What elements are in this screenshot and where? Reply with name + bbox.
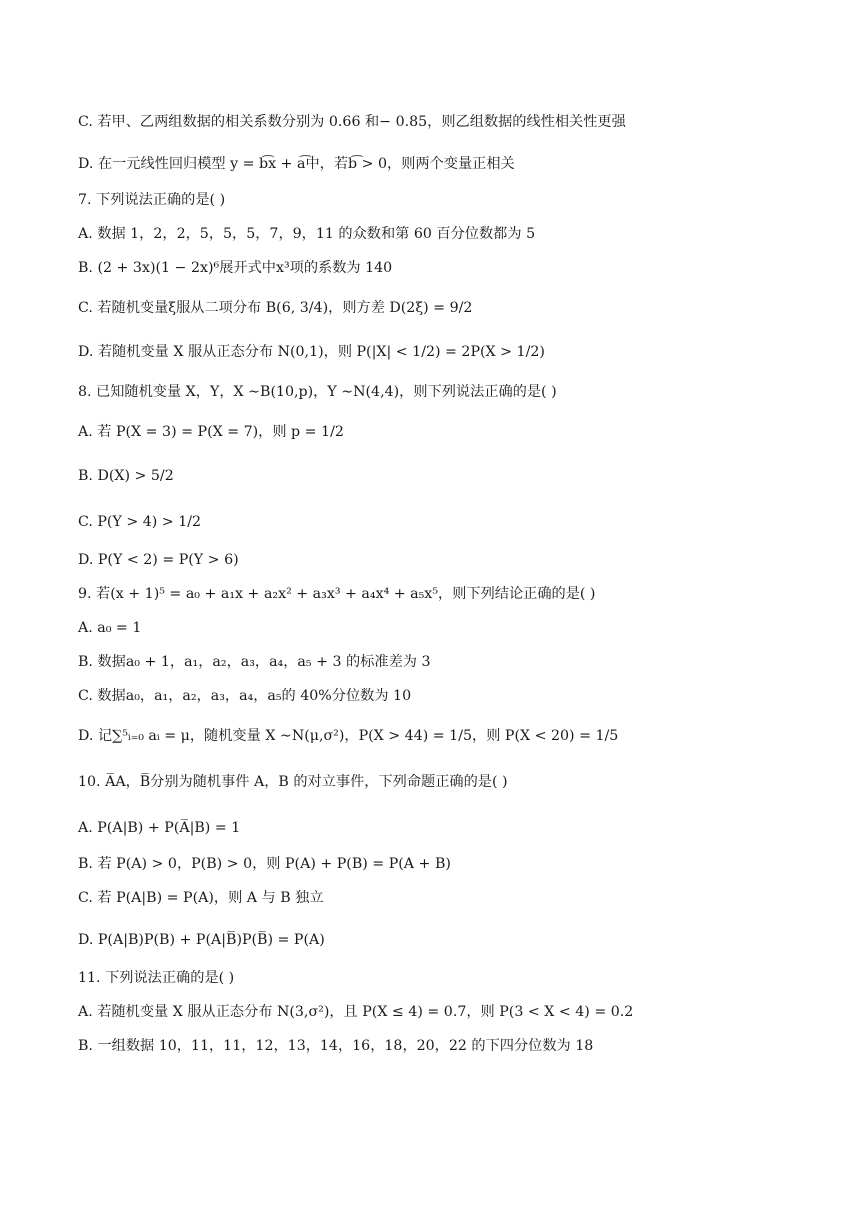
option-8b: B. D(X) > 5/2 — [78, 468, 174, 484]
option-6c: C. 若甲、乙两组数据的相关系数分别为 0.66 和− 0.85，则乙组数据的线性相关性更强 — [78, 114, 626, 130]
option-8a: A. 若 P(X = 3) = P(X = 7)，则 p = 1/2 — [78, 424, 344, 440]
option-9a: A. a₀ = 1 — [78, 620, 142, 636]
option-9c: C. 数据a₀，a₁，a₂，a₃，a₄，a₅的 40%分位数为 10 — [78, 688, 412, 704]
option-8c: C. P(Y > 4) > 1/2 — [78, 514, 202, 530]
option-9d: D. 记∑⁵ᵢ₌₀ aᵢ = μ，随机变量 X ∼N(μ,σ²)，P(X > 44) = 1/5，则 P(X < 20) = 1/5 — [78, 728, 619, 744]
option-8d: D. P(Y < 2) = P(Y > 6) — [78, 552, 239, 568]
option-7c: C. 若随机变量ξ服从二项分布 B(6, 3/4)，则方差 D(2ξ) = 9/2 — [78, 300, 473, 316]
option-11b: B. 一组数据 10，11，11，12，13，14，16，18，20，22 的下四分位数为 18 — [78, 1038, 594, 1054]
option-10d: D. P(A|B)P(B) + P(A|B̅)P(B̅) = P(A) — [78, 932, 325, 948]
option-9b: B. 数据a₀ + 1，a₁，a₂，a₃，a₄，a₅ + 3 的标准差为 3 — [78, 654, 431, 670]
option-10a: A. P(A|B) + P(A̅|B) = 1 — [78, 820, 241, 836]
question-8: 8. 已知随机变量 X，Y，X ∼B(10,p)，Y ∼N(4,4)，则下列说法正确的是( ) — [78, 384, 557, 400]
option-10c: C. 若 P(A|B) = P(A)，则 A 与 B 独立 — [78, 890, 324, 906]
option-10b: B. 若 P(A) > 0，P(B) > 0，则 P(A) + P(B) = P(A + B) — [78, 856, 451, 872]
option-7d: D. 若随机变量 X 服从正态分布 N(0,1)，则 P(|X| < 1/2) = 2P(X > 1/2) — [78, 344, 545, 360]
question-7: 7. 下列说法正确的是( ) — [78, 192, 226, 208]
option-7b: B. (2 + 3x)(1 − 2x)⁶展开式中x³项的系数为 140 — [78, 260, 393, 276]
option-11a: A. 若随机变量 X 服从正态分布 N(3,σ²)，且 P(X ≤ 4) = 0.7，则 P(3 < X < 4) = 0.2 — [78, 1004, 634, 1020]
option-7a: A. 数据 1，2，2，5，5，5，7，9，11 的众数和第 60 百分位数都为 5 — [78, 226, 536, 242]
question-10: 10. A̅A，B̅分别为随机事件 A，B 的对立事件，下列命题正确的是( ) — [78, 774, 508, 790]
option-6d: D. 在一元线性回归模型 y = b͡x + a͡中，若b͡ > 0，则两个变量正相关 — [78, 156, 515, 172]
question-9: 9. 若(x + 1)⁵ = a₀ + a₁x + a₂x² + a₃x³ + a₄x⁴ + a₅x⁵，则下列结论正确的是( ) — [78, 586, 596, 602]
question-11: 11. 下列说法正确的是( ) — [78, 970, 235, 986]
